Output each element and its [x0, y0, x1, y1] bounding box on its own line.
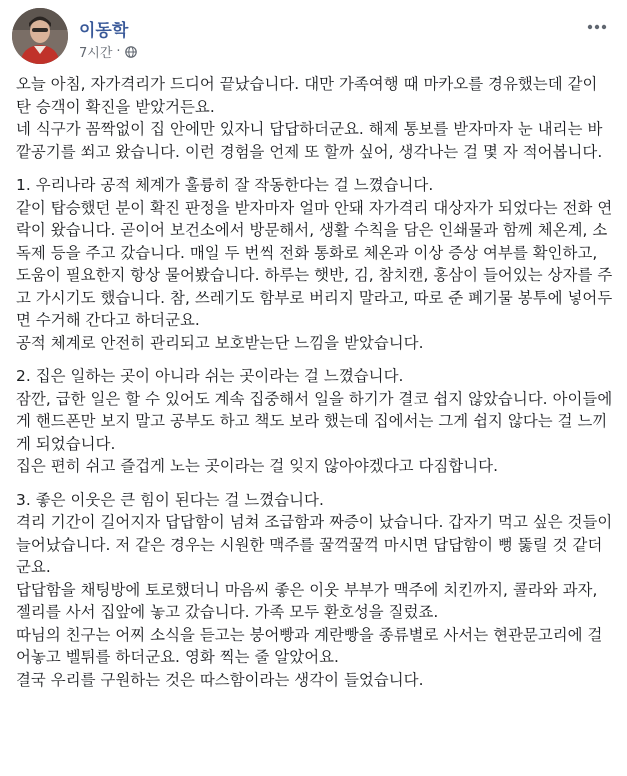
post-paragraph-3: 3. 좋은 이웃은 큰 힘이 된다는 걸 느꼈습니다. 격리 기간이 길어지자 답답함이 넘쳐 조급함과 짜증이 났습니다. 갑자기 먹고 싶은 것들이 늘어났습니다. 저 같은 경우는 시원한 맥주를 꿀꺽꿀꺽 마시면 답답함이 뻥 뚫릴 것 같더군요. 답답함을 채팅방에 토로했더니 마음씨 좋은 이웃 부부가 맥주에 치킨까지, 콜라와 과자, 젤리를 사서 집앞에 놓고 갔습니다. 가족 모두 환호성을 질렀죠. 따님의 친구는 어찌 소식을 듣고는 붕어빵과 계란빵을 종류별로 사서는 현관문고리에 걸어놓고 벨튀를 하더군요. 영화 찍는 줄 알았어요. 결국 우리를 구원하는 것은 따스함이라는 생각이 들었습니다.	[16, 490, 613, 689]
post-body	[16, 73, 614, 691]
more-horizontal-icon	[587, 24, 607, 30]
post-paragraph-intro: 오늘 아침, 자가격리가 드디어 끝났습니다. 대만 가족여행 때 마카오를 경유했는데 같이 탄 승객이 확진을 받았거든요. 네 식구가 꼼짝없이 집 안에만 있자니 답답하더군요. 해제 통보를 받자마자 눈 내리는 바깥공기를 쐬고 왔습니다. 이런 경험을 언제 또 할까 싶어, 생각나는 걸 몇 자 적어봅니다.	[16, 75, 603, 161]
avatar-photo-icon	[12, 8, 68, 64]
author-name[interactable]: 이동학	[79, 21, 129, 41]
post-paragraph-1: 1. 우리나라 공적 체계가 훌륭히 잘 작동한다는 걸 느꼈습니다. 같이 탑승했던 분이 확진 판정을 받자마자 얼마 안돼 자가격리 대상자가 되었다는 전화 연락이 왔습니다. 곧이어 보건소에서 방문해서, 생활 수칙을 담은 인쇄물과 함께 체온계, 소독제 등을 주고 갔습니다. 매일 두 번씩 전화 통화로 체온과 이상 증상 여부를 확인하고, 도움이 필요한지 항상 물어봤습니다. 하루는 햇반, 김, 참치캔, 홍삼이 들어있는 상자를 주고 가시기도 했습니다. 참, 쓰레기도 함부로 버리지 말라고, 따로 준 폐기물 봉투에 넣어두면 수거해 간다고 하더군요. 공적 체계로 안전히 관리되고 보호받는단 느낌을 받았습니다.	[16, 176, 613, 352]
post-header	[12, 8, 615, 64]
post-paragraph-2: 2. 집은 일하는 곳이 아니라 쉬는 곳이라는 걸 느꼈습니다. 잠깐, 급한 일은 할 수 있어도 계속 집중해서 일을 하기가 결코 쉽지 않았습니다. 아이들에게 핸드폰만 보지 말고 공부도 하고 책도 보라 했는데 집에서는 그게 쉽지 않다는 걸 느끼게 되었습니다. 집은 편히 쉬고 즐겁게 노는 곳이라는 걸 잊지 않아야겠다고 다짐합니다.	[16, 367, 613, 475]
post-meta	[79, 42, 137, 61]
post-time[interactable]: 7시간	[79, 46, 113, 61]
avatar[interactable]	[12, 8, 68, 64]
meta-separator: ·	[116, 44, 121, 59]
globe-icon[interactable]	[125, 46, 137, 58]
more-options-button[interactable]	[583, 16, 611, 38]
